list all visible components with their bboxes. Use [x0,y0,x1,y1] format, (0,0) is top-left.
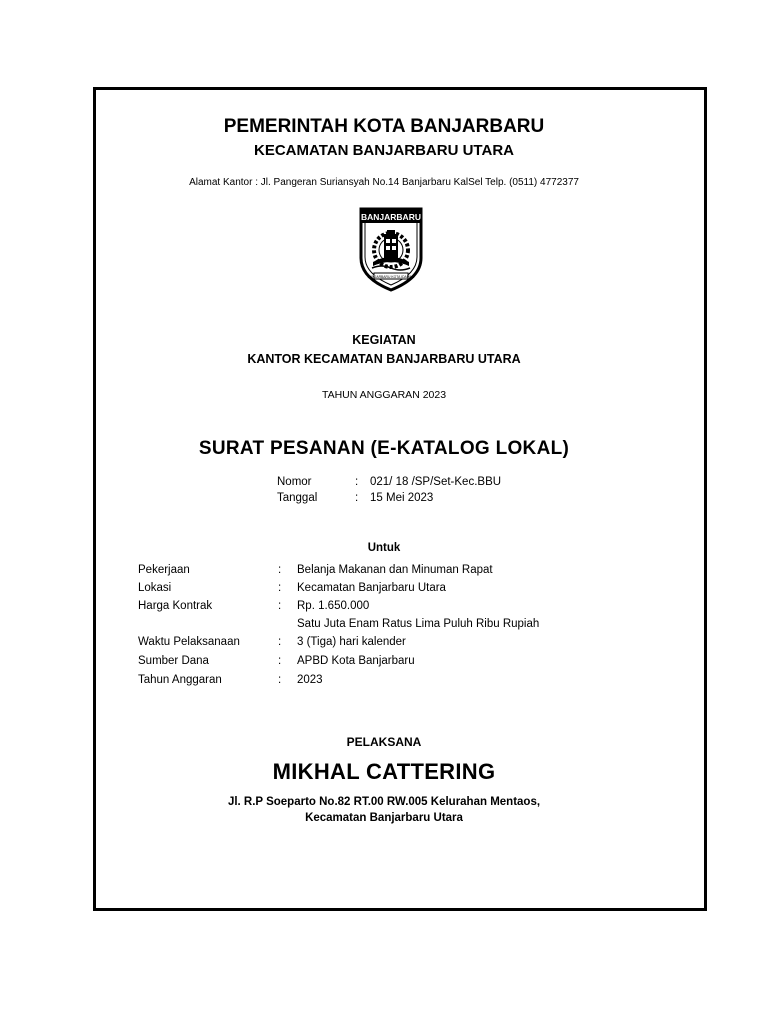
executor-heading: PELAKSANA [346,735,422,749]
office-address: Alamat Kantor : Jl. Pangeran Suriansyah No.14 Banjarbaru KalSel Telp. (0511) 4772377 [189,177,579,188]
number-separator: : [355,476,359,488]
logo-banner-text: BANJARBARU [361,212,421,222]
detail-value: Rp. 1.650.000 [297,600,370,612]
detail-label: Lokasi [138,582,172,594]
detail-separator: : [278,564,282,576]
detail-value: APBD Kota Banjarbaru [297,655,415,667]
details-heading: Untuk [367,542,401,554]
fiscal-year: TAHUN ANGGARAN 2023 [321,389,447,401]
district-name: KECAMATAN BANJARBARU UTARA [254,142,514,159]
detail-label: Harga Kontrak [138,600,213,612]
document-title: SURAT PESANAN (E-KATALOG LOKAL) [198,438,570,459]
executor-address-line1: Jl. R.P Soeparto No.82 RT.00 RW.005 Kelurahan Mentaos, [227,796,541,808]
activity-heading: KEGIATAN [352,333,416,347]
detail-value: 3 (Tiga) hari kalender [297,636,406,648]
number-label: Nomor [277,476,312,488]
detail-separator: : [278,636,282,648]
detail-separator: : [278,600,282,612]
logo-motto: BANJARBARU KOTA IDAMAN [367,275,415,279]
detail-separator: : [278,674,282,686]
detail-label: Waktu Pelaksanaan [138,636,240,648]
activity-office: KANTOR KECAMATAN BANJARBARU UTARA [247,352,521,366]
detail-separator: : [278,582,282,594]
executor-address-line2: Kecamatan Banjarbaru Utara [305,812,463,824]
number-value: 021/ 18 /SP/Set-Kec.BBU [370,476,502,488]
detail-separator: : [278,655,282,667]
detail-value: 2023 [297,674,323,686]
detail-value: Kecamatan Banjarbaru Utara [297,582,446,594]
date-separator: : [355,492,359,504]
detail-value: Belanja Makanan dan Minuman Rapat [297,564,493,576]
executor-name: MIKHAL CATTERING [272,759,496,784]
detail-label: Pekerjaan [138,564,190,576]
detail-value: Satu Juta Enam Ratus Lima Puluh Ribu Rupiah [297,618,540,630]
date-value: 15 Mei 2023 [370,492,434,504]
banjarbaru-emblem-icon [358,206,424,292]
detail-label: Sumber Dana [138,655,209,667]
gov-title: PEMERINTAH KOTA BANJARBARU [223,116,545,137]
detail-label: Tahun Anggaran [138,674,222,686]
date-label: Tanggal [277,492,318,504]
